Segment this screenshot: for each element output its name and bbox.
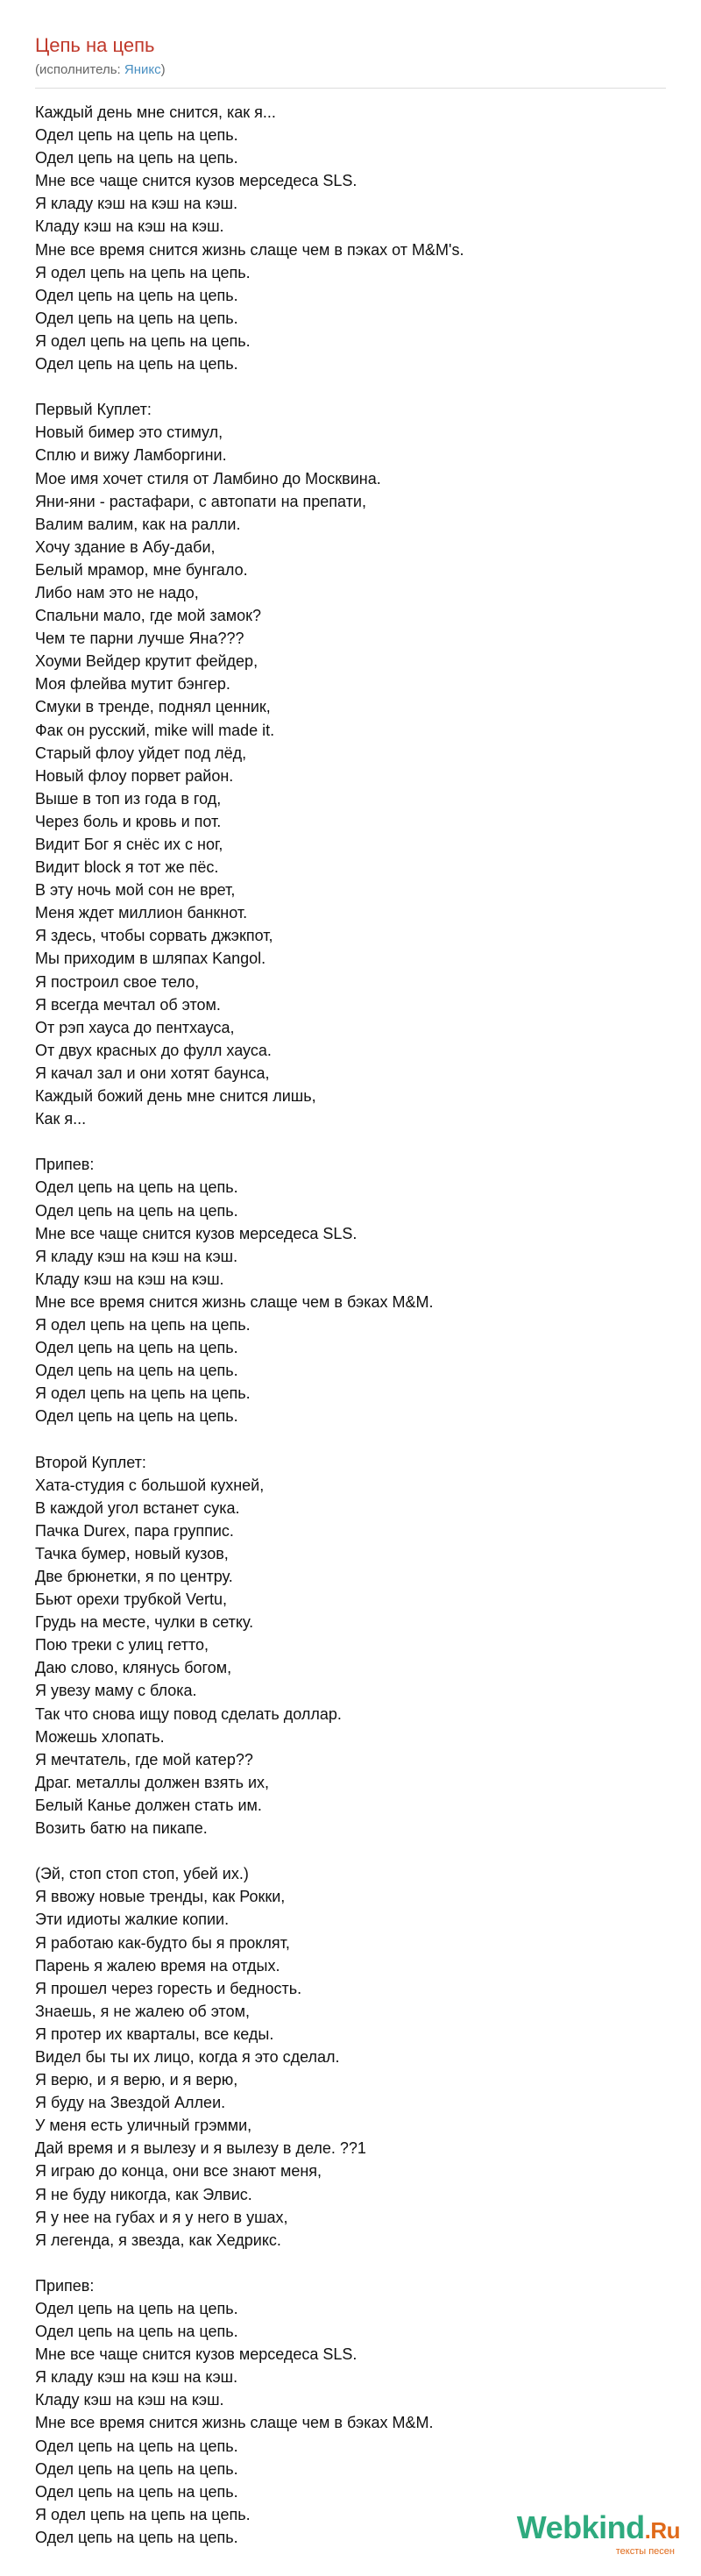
lyric-line: Сплю и вижу Ламборгини. xyxy=(35,446,227,465)
lyric-line: Я не буду никогда, как Элвис. xyxy=(35,2185,252,2203)
lyric-line: Я всегда мечтал об этом. xyxy=(35,995,221,1014)
lyric-line: Дай время и я вылезу и я вылезу в деле. ??1 xyxy=(35,2139,366,2158)
stanza-break xyxy=(35,2252,666,2274)
lyric-line: От рэп хауса до пентхауса, xyxy=(35,1018,235,1036)
lyric-line: Я легенда, я звезда, как Хедрикс. xyxy=(35,2231,281,2249)
lyric-line: Одел цепь на цепь на цепь. xyxy=(35,2300,238,2317)
lyric-line: Я работаю как-будто бы я проклят, xyxy=(35,1933,290,1952)
lyric-line: Можешь хлопать. xyxy=(35,1727,165,1746)
lyric-line: Мне все чаще снится кузов мерседеса SLS. xyxy=(35,2345,358,2364)
lyric-line: Одел цепь на цепь на цепь. xyxy=(35,2528,238,2546)
lyric-line: Я одел цепь на цепь на цепь. xyxy=(35,331,251,350)
logo-text: Webkind xyxy=(516,2509,645,2545)
lyric-line: Одел цепь на цепь на цепь. xyxy=(35,1407,238,1426)
lyric-line: Драг. металлы должен взять их, xyxy=(35,1773,270,1791)
lyric-line: Припев: xyxy=(35,2276,95,2295)
lyric-line: Я увезу маму с блока. xyxy=(35,1682,197,1700)
lyric-line: Тачка бумер, новый кузов, xyxy=(35,1544,229,1562)
lyric-line: Второй Куплет: xyxy=(35,1453,146,1471)
lyric-line: Как я... xyxy=(35,1110,87,1128)
lyric-line: Одел цепь на цепь на цепь. xyxy=(35,2482,238,2501)
stanza-break xyxy=(35,375,666,398)
lyric-line: Мое имя хочет стиля от Ламбино до Москвина. xyxy=(35,469,381,487)
logo-tagline: тексты песен xyxy=(615,2546,675,2557)
lyric-line: Хочу здание в Абу-даби, xyxy=(35,537,216,556)
lyric-line: Я кладу кэш на кэш на кэш. xyxy=(35,2368,238,2387)
performer-suffix: ) xyxy=(160,62,166,77)
lyric-line: Мне все время снится жизнь слаще чем в бэках M&M. xyxy=(35,1292,434,1311)
lyric-line: Эти идиоты жалкие копии. xyxy=(35,1911,230,1929)
lyric-line: Меня ждет миллион банкнот. xyxy=(35,904,248,922)
lyric-line: Одел цепь на цепь на цепь. xyxy=(35,355,238,374)
lyric-line: Яни-яни - растафари, с автопати на препати, xyxy=(35,492,366,510)
lyric-line: Две брюнетки, я по центру. xyxy=(35,1568,233,1585)
lyric-line: Одел цепь на цепь на цепь. xyxy=(35,1362,238,1380)
lyric-line: Мне все время снится жизнь слаще чем в пэках от M&M's. xyxy=(35,240,464,259)
lyrics-body xyxy=(35,101,666,2549)
logo-domain: .Ru xyxy=(644,2517,680,2544)
stanza-break xyxy=(35,1427,666,1450)
song-title: Цепь на цепь xyxy=(35,34,155,56)
lyric-line: Грудь на месте, чулки в сетку. xyxy=(35,1613,254,1632)
lyric-line: Одел цепь на цепь на цепь. xyxy=(35,309,238,327)
lyric-line: Я играю до конца, они все знают меня, xyxy=(35,2162,322,2181)
lyric-line: Припев: xyxy=(35,1156,95,1174)
lyric-line: Я у нее на губах и я у него в ушах, xyxy=(35,2208,288,2226)
site-logo[interactable] xyxy=(516,2509,680,2557)
lyric-line: Я одел цепь на цепь на цепь. xyxy=(35,2505,251,2523)
logo-wordmark xyxy=(516,2509,680,2546)
lyric-line: Одел цепь на цепь на цепь. xyxy=(35,1201,238,1220)
lyric-line: Новый флоу порвет район. xyxy=(35,766,234,785)
lyric-line: Знаешь, я не жалею об этом, xyxy=(35,2002,250,2020)
lyric-line: Кладу кэш на кэш на кэш. xyxy=(35,2391,224,2409)
lyric-line: Видел бы ты их лицо, когда я это сделал. xyxy=(35,2047,340,2066)
lyric-line: Я кладу кэш на кэш на кэш. xyxy=(35,1247,238,1265)
lyric-line: Возить батю на пикапе. xyxy=(35,1819,208,1838)
lyric-line: Я буду на Звездой Аллеи. xyxy=(35,2094,226,2112)
title-divider xyxy=(35,88,666,89)
lyric-line: Видит block я тот же пёс. xyxy=(35,858,219,877)
lyric-line: Я прошел через горесть и бедность. xyxy=(35,1979,302,1997)
lyric-line: У меня есть уличный грэмми, xyxy=(35,2117,252,2135)
lyric-line: Чем те парни лучше Яна??? xyxy=(35,630,244,648)
lyric-line: Либо нам это не надо, xyxy=(35,583,199,601)
lyric-line: Одел цепь на цепь на цепь. xyxy=(35,149,238,167)
performer-prefix: (исполнитель: xyxy=(35,62,124,77)
lyric-line: Каждый божий день мне снится лишь, xyxy=(35,1087,316,1106)
lyric-line: Я качал зал и они хотят бaунса, xyxy=(35,1064,270,1082)
performer-line xyxy=(35,61,666,79)
performer-link[interactable]: Яникс xyxy=(124,62,161,77)
lyric-line: Одел цепь на цепь на цепь. xyxy=(35,286,238,304)
lyric-line: Видит Бог я снёс их с ног, xyxy=(35,836,223,853)
lyric-line: Первый Куплет: xyxy=(35,401,152,419)
lyric-line: Я мечтатель, где мой катер?? xyxy=(35,1750,253,1768)
lyric-line: Парень я жалею время на отдых. xyxy=(35,1956,280,1975)
lyric-line: Одел цепь на цепь на цепь. xyxy=(35,126,238,145)
lyric-line: Одел цепь на цепь на цепь. xyxy=(35,1178,238,1197)
lyric-line: Пою треки с улиц гетто, xyxy=(35,1636,209,1654)
lyric-line: Мне все время снится жизнь слаще чем в бэках M&M. xyxy=(35,2414,434,2432)
lyric-line: Смуки в тренде, поднял ценник, xyxy=(35,698,271,716)
lyric-line: Через боль и кровь и пот. xyxy=(35,812,222,830)
lyric-line: Я здесь, чтобы сорвать джэкпот, xyxy=(35,927,273,945)
lyric-line: Даю слово, клянусь богом, xyxy=(35,1659,232,1677)
stanza-break xyxy=(35,1839,666,1862)
lyric-line: Одел цепь на цепь на цепь. xyxy=(35,1339,238,1357)
lyric-line: От двух красных до фулл хауса. xyxy=(35,1041,272,1059)
lyric-line: Мне все чаще снится кузов мерседеса SLS. xyxy=(35,172,358,190)
lyric-line: Выше в топ из года в год, xyxy=(35,789,222,808)
lyric-line: Мне все чаще снится кузов мерседеса SLS. xyxy=(35,1224,358,1242)
lyric-line: Я ввожу новые тренды, как Рокки, xyxy=(35,1888,286,1906)
lyric-line: Кладу кэш на кэш на кэш. xyxy=(35,217,224,236)
lyric-line: (Эй, стоп стоп стоп, убей их.) xyxy=(35,1865,249,1883)
lyric-line: Я верю, и я верю, и я верю, xyxy=(35,2071,238,2089)
lyric-line: Спальни мало, где мой замок? xyxy=(35,607,261,625)
lyric-line: Пачка Durex, пара группис. xyxy=(35,1521,234,1540)
lyric-line: В каждой угол встанет сука. xyxy=(35,1498,240,1517)
lyric-line: Кладу кэш на кэш на кэш. xyxy=(35,1270,224,1288)
lyric-line: Одел цепь на цепь на цепь. xyxy=(35,2437,238,2455)
lyric-line: Моя флейва мутит бэнгер. xyxy=(35,675,230,694)
lyric-line: Я кладу кэш на кэш на кэш. xyxy=(35,195,238,213)
lyric-line: Одел цепь на цепь на цепь. xyxy=(35,2323,238,2341)
stanza-break xyxy=(35,1130,666,1153)
lyric-line: Я протер их кварталы, все кеды. xyxy=(35,2025,274,2043)
lyric-line: Старый флоу уйдет под лёд, xyxy=(35,744,247,762)
lyric-line: Фак он русский, mike will made it. xyxy=(35,721,275,739)
lyric-line: Мы приходим в шляпах Kangol. xyxy=(35,950,266,968)
lyric-line: Одел цепь на цепь на цепь. xyxy=(35,2459,238,2478)
lyric-line: Белый Канье должен стать им. xyxy=(35,1796,262,1814)
lyric-line: Белый мрамор, мне бунгало. xyxy=(35,560,248,579)
lyric-line: Я одел цепь на цепь на цепь. xyxy=(35,1384,251,1403)
lyric-line: В эту ночь мой сон не врет, xyxy=(35,881,236,900)
lyric-line: Я одел цепь на цепь на цепь. xyxy=(35,263,251,281)
lyric-line: Хоуми Вейдер крутит фейдер, xyxy=(35,652,258,671)
lyric-line: Хата-студия с большой кухней, xyxy=(35,1476,265,1494)
lyric-line: Я построил свое тело, xyxy=(35,972,200,991)
lyric-line: Валим валим, как на ралли. xyxy=(35,515,241,533)
lyric-line: Я одел цепь на цепь на цепь. xyxy=(35,1315,251,1334)
lyric-line: Каждый день мне снится, как я... xyxy=(35,103,276,121)
lyric-line: Бьют орехи трубкой Vertu, xyxy=(35,1590,227,1609)
lyric-line: Так что снова ищу повод сделать доллар. xyxy=(35,1704,342,1723)
lyric-line: Новый бимер это стимул, xyxy=(35,423,223,442)
